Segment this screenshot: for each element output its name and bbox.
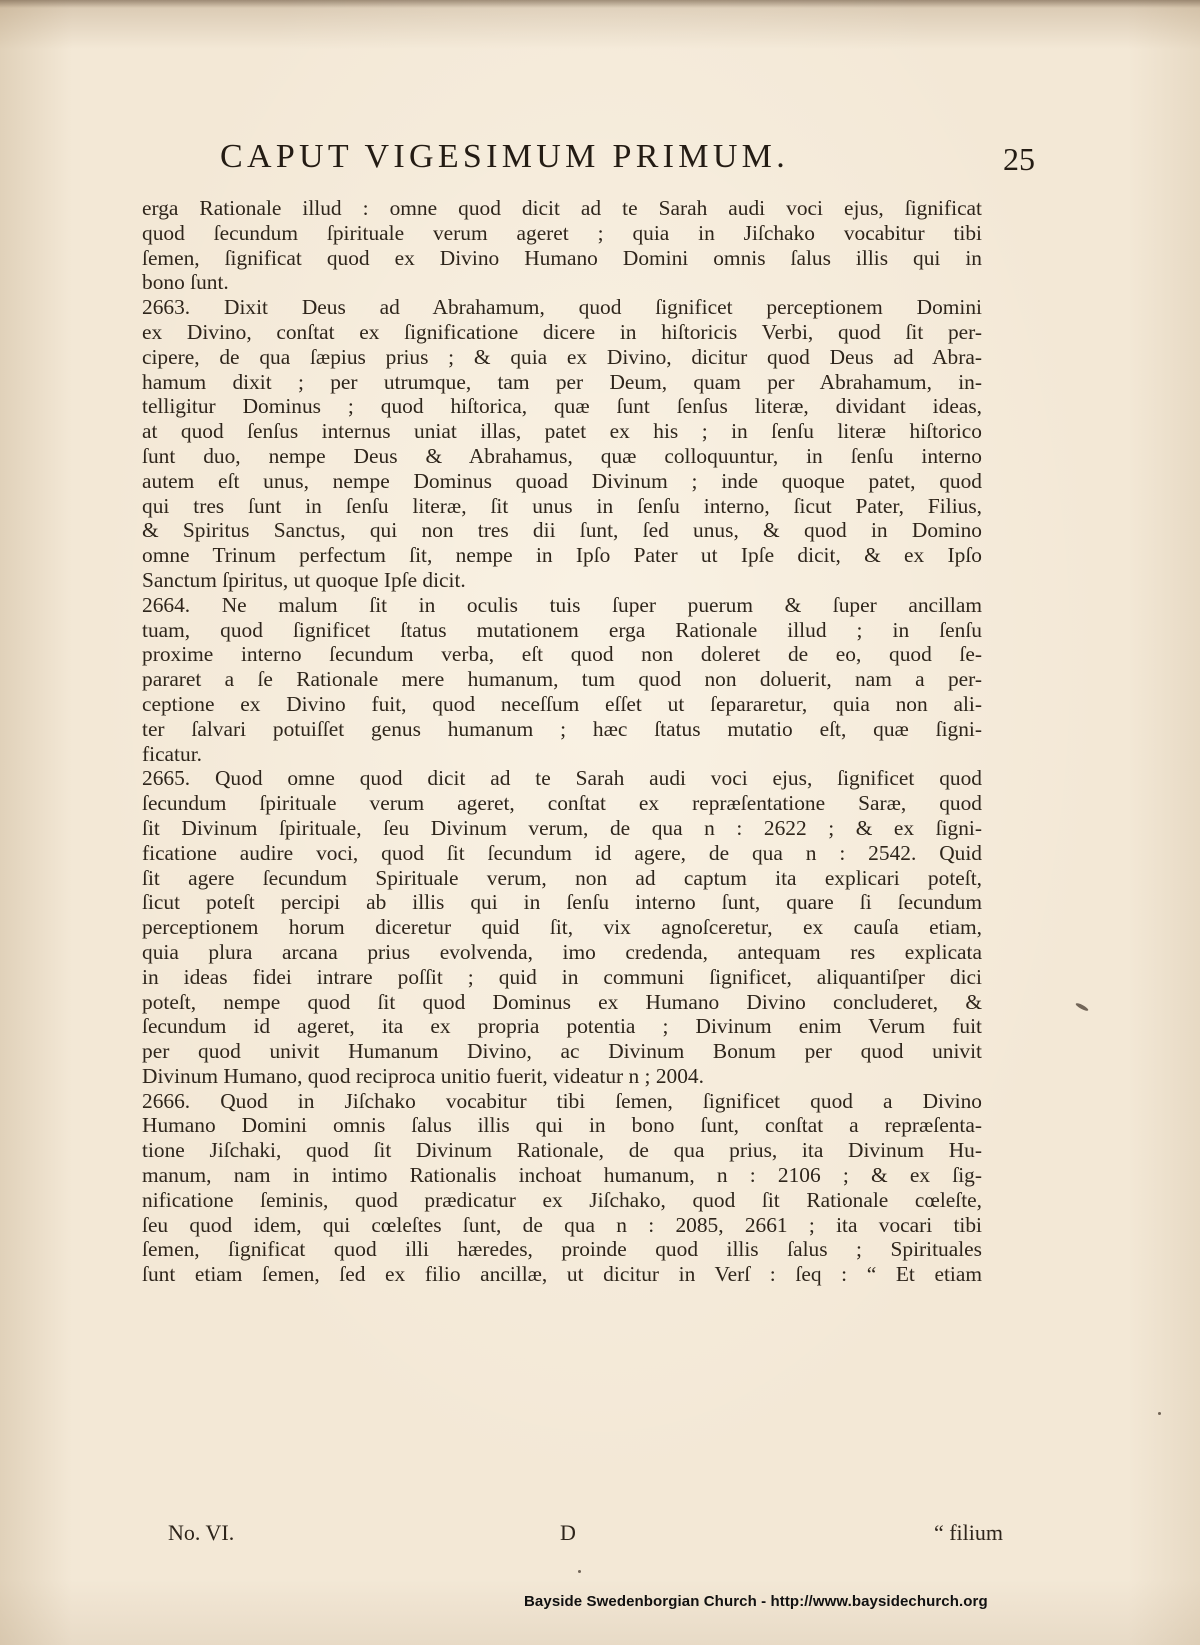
text-line: ſecundum ſpirituale verum ageret, conſtat ex repræſentatione Saræ, quod — [142, 791, 982, 816]
text-line: quia plura arcana prius evolvenda, imo credenda, antequam res explicata — [142, 939, 982, 964]
ink-speck — [578, 1570, 581, 1573]
catchword: “ filium — [933, 1520, 1003, 1545]
text-line: pararet a ſe Rationale mere humanum, tum quod non doluerit, nam a per- — [142, 667, 982, 692]
text-line: manum, nam in intimo Rationalis inchoat humanum, n : 2106 ; & ex ſig- — [142, 1163, 982, 1188]
text-line: qui tres ſunt in ſenſu literæ, ſit unus in ſenſu interno, ſicut Pater, Filius, — [142, 493, 982, 518]
body-text — [142, 196, 982, 1287]
paragraph-start-2666: 2666. Quod in Jiſchako vocabitur tibi ſemen, ſignificet quod a Divino — [142, 1088, 982, 1113]
text-line: ſunt duo, nempe Deus & Abrahamus, quæ colloquuntur, in ſenſu interno — [142, 443, 982, 468]
text-line: ex Divino, conſtat ex ſignificatione dicere in hiſtoricis Verbi, quod ſit per- — [142, 319, 982, 344]
text-line: ſeu quod idem, qui cœleſtes ſunt, de qua n : 2085, 2661 ; ita vocari tibi — [142, 1212, 982, 1237]
ink-speck — [1158, 1412, 1161, 1415]
text-line: in ideas fidei intrare poſſit ; quid in communi ſignificet, aliquantiſper dici — [142, 964, 982, 989]
text-line: erga Rationale illud : omne quod dicit ad te Sarah audi voci ejus, ſignificat — [142, 196, 982, 220]
paragraph-start-2663: 2663. Dixit Deus ad Abrahamum, quod ſignificet perceptionem Domini — [142, 295, 982, 320]
text-line: proxime interno ſecundum verba, eſt quod non doleret de eo, quod ſe- — [142, 642, 982, 667]
signature-letter: D — [560, 1520, 576, 1545]
text-line: telligitur Dominus ; quod hiſtorica, quæ ſunt ſenſus literæ, dividant ideas, — [142, 394, 982, 419]
text-line: ſunt etiam ſemen, ſed ex filio ancillæ, ut dicitur in Verſ : ſeq : “ Et etiam — [142, 1262, 982, 1287]
text-line: ficatur. — [142, 741, 202, 766]
text-line: ſemen, ſignificat quod ex Divino Humano Domini omnis ſalus illis qui in — [142, 245, 982, 270]
text-line: Sanctum ſpiritus, ut quoque Ipſe dicit. — [142, 567, 466, 592]
text-line: ſicut poteſt percipi ab illis qui in ſenſu interno ſunt, quare ſi ſecundum — [142, 890, 982, 915]
source-credit: Bayside Swedenborgian Church - http://www.baysidechurch.org — [524, 1593, 988, 1610]
text-line: hamum dixit ; per utrumque, tam per Deum, quam per Abrahamum, in- — [142, 369, 982, 394]
page-header — [212, 138, 1052, 182]
paragraph-start-2665: 2665. Quod omne quod dicit ad te Sarah audi voci ejus, ſignificet quod — [142, 766, 982, 791]
text-line: ceptione ex Divino fuit, quod neceſſum eſſet ut ſepararetur, quia non ali- — [142, 691, 982, 716]
paragraph-start-2664: 2664. Ne malum ſit in oculis tuis ſuper puerum & ſuper ancillam — [142, 592, 982, 617]
text-line: omne Trinum perfectum ſit, nempe in Ipſo Pater ut Ipſe dicit, & ex Ipſo — [142, 543, 982, 568]
text-line: poteſt, nempe quod ſit quod Dominus ex Humano Divino concluderet, & — [142, 989, 982, 1014]
ink-speck — [1075, 1002, 1089, 1012]
text-line: ſecundum id ageret, ita ex propria potentia ; Divinum enim Verum fuit — [142, 1014, 982, 1039]
text-line: Humano Domini omnis ſalus illis qui in bono ſunt, conſtat a repræſenta- — [142, 1113, 982, 1138]
volume-mark: No. VI. — [168, 1520, 235, 1545]
text-line: & Spiritus Sanctus, qui non tres dii ſunt, ſed unus, & quod in Domino — [142, 518, 982, 543]
text-line: nificatione ſeminis, quod prædicatur ex Jiſchako, quod ſit Rationale cœleſte, — [142, 1187, 982, 1212]
text-line: at quod ſenſus internus uniat illas, patet ex his ; in ſenſu literæ hiſtorico — [142, 419, 982, 444]
text-line: ſit agere ſecundum Spirituale verum, non ad captum ita explicari poteſt, — [142, 865, 982, 890]
page-top-edge-shadow — [0, 0, 1200, 8]
text-line: cipere, de qua ſæpius prius ; & quia ex Divino, dicitur quod Deus ad Abra- — [142, 344, 982, 369]
text-line: ſemen, ſignificat quod illi hæredes, proinde quod illis ſalus ; Spirituales — [142, 1237, 982, 1262]
text-line: ficatione audire voci, quod ſit ſecundum id agere, de qua n : 2542. Quid — [142, 840, 982, 865]
page-footer — [168, 1520, 1003, 1550]
text-line: ter ſalvari potuiſſet genus humanum ; hæc ſtatus mutatio eſt, quæ ſigni- — [142, 716, 982, 741]
text-line: autem eſt unus, nempe Dominus quoad Divinum ; inde quoque patet, quod — [142, 468, 982, 493]
text-line: tione Jiſchaki, quod ſit Divinum Rationale, de qua prius, ita Divinum Hu- — [142, 1138, 982, 1163]
text-line: ſit Divinum ſpirituale, ſeu Divinum verum, de qua n : 2622 ; & ex ſigni- — [142, 815, 982, 840]
text-line: bono ſunt. — [142, 270, 229, 295]
running-title: CAPUT VIGESIMUM PRIMUM. — [220, 138, 790, 175]
text-line: tuam, quod ſignificet ſtatus mutationem erga Rationale illud ; in ſenſu — [142, 617, 982, 642]
text-line: quod ſecundum ſpirituale verum ageret ; quia in Jiſchako vocabitur tibi — [142, 220, 982, 245]
page-number: 25 — [1003, 141, 1035, 177]
text-line: Divinum Humano, quod reciproca unitio fuerit, videatur n ; 2004. — [142, 1063, 704, 1088]
text-line: per quod univit Humanum Divino, ac Divinum Bonum per quod univit — [142, 1039, 982, 1064]
text-line: perceptionem horum diceretur quid ſit, vix agnoſceretur, ex cauſa etiam, — [142, 915, 982, 940]
